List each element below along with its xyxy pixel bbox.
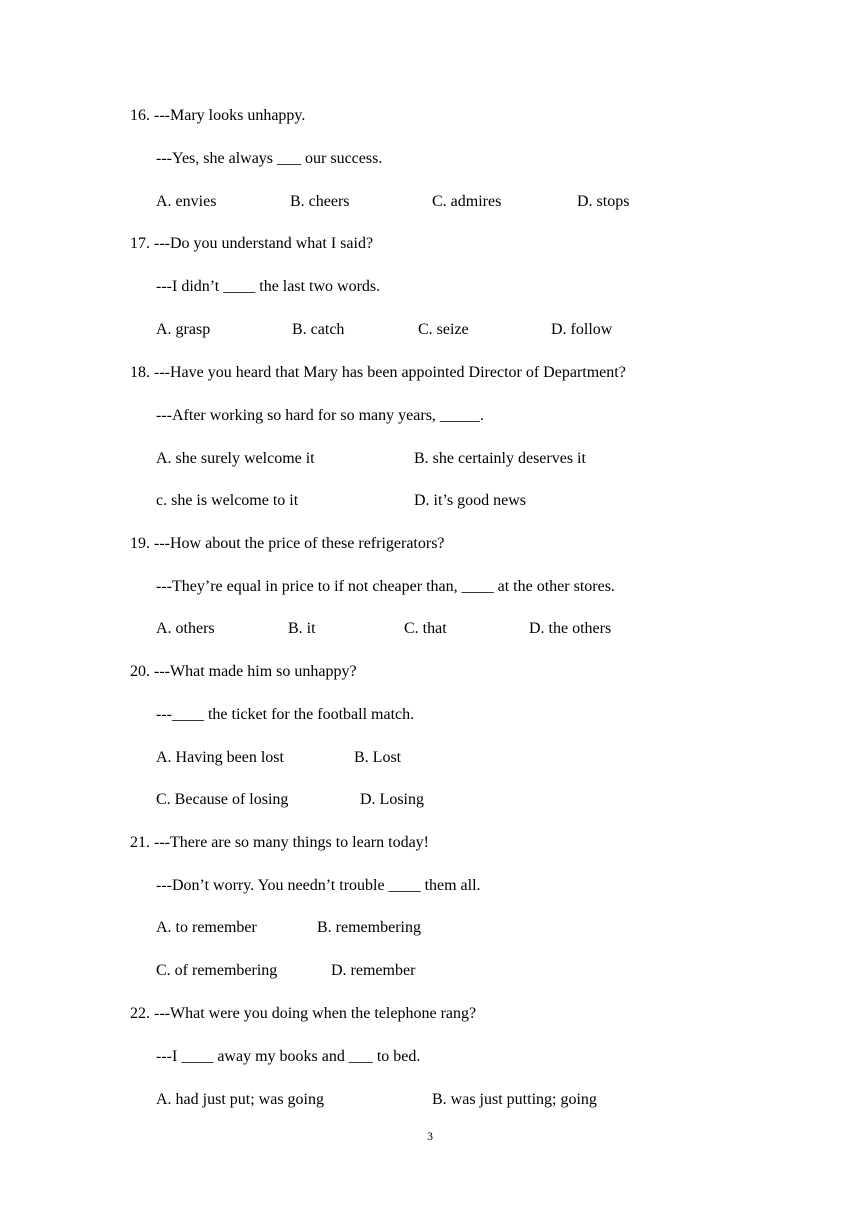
question-19-option-d: D. the others	[529, 620, 612, 637]
question-17-option-c: C. seize	[418, 321, 469, 338]
question-18-option-d: D. it’s good news	[414, 492, 526, 509]
question-20-option-a: A. Having been lost	[156, 749, 284, 766]
question-18-stem: 18. ---Have you heard that Mary has been appointed Director of Department?	[130, 364, 626, 381]
question-21-option-d: D. remember	[331, 962, 416, 979]
question-18-option-b: B. she certainly deserves it	[414, 450, 586, 467]
page-number: 3	[427, 1129, 433, 1143]
question-20-option-c: C. Because of losing	[156, 791, 289, 808]
question-22-option-a: A. had just put; was going	[156, 1091, 324, 1108]
question-21-option-a: A. to remember	[156, 919, 257, 936]
question-16-stem: 16. ---Mary looks unhappy.	[130, 107, 306, 124]
question-16-option-a: A. envies	[156, 193, 217, 210]
question-18-option-c: c. she is welcome to it	[156, 492, 299, 509]
question-20-option-b: B. Lost	[354, 749, 402, 766]
question-17-reply: ---I didn’t ____ the last two words.	[156, 278, 381, 295]
question-16-option-b: B. cheers	[290, 193, 350, 210]
question-17-stem: 17. ---Do you understand what I said?	[130, 235, 374, 252]
question-19-option-c: C. that	[404, 620, 447, 637]
question-21-option-b: B. remembering	[317, 919, 421, 936]
question-21-option-c: C. of remembering	[156, 962, 278, 979]
question-16-option-d: D. stops	[577, 193, 630, 210]
question-17-option-d: D. follow	[551, 321, 613, 338]
question-22-option-b: B. was just putting; going	[432, 1091, 597, 1108]
question-18-reply: ---After working so hard for so many years, _____.	[156, 407, 484, 424]
question-21-reply: ---Don’t worry. You needn’t trouble ____ them all.	[156, 877, 481, 894]
question-20-reply: ---____ the ticket for the football match.	[156, 706, 415, 723]
question-16-option-c: C. admires	[432, 193, 502, 210]
question-19-option-b: B. it	[288, 620, 316, 637]
question-20-stem: 20. ---What made him so unhappy?	[130, 663, 357, 680]
question-19-stem: 19. ---How about the price of these refrigerators?	[130, 535, 445, 552]
question-19-reply: ---They’re equal in price to if not cheaper than, ____ at the other stores.	[156, 578, 615, 595]
question-22-stem: 22. ---What were you doing when the telephone rang?	[130, 1005, 477, 1022]
question-18-option-a: A. she surely welcome it	[156, 450, 315, 467]
question-19-option-a: A. others	[156, 620, 215, 637]
question-21-stem: 21. ---There are so many things to learn today!	[130, 834, 430, 851]
question-17-option-b: B. catch	[292, 321, 345, 338]
question-16-reply: ---Yes, she always ___ our success.	[156, 150, 383, 167]
question-20-option-d: D. Losing	[360, 791, 424, 808]
question-22-reply: ---I ____ away my books and ___ to bed.	[156, 1048, 421, 1065]
question-17-option-a: A. grasp	[156, 321, 211, 338]
